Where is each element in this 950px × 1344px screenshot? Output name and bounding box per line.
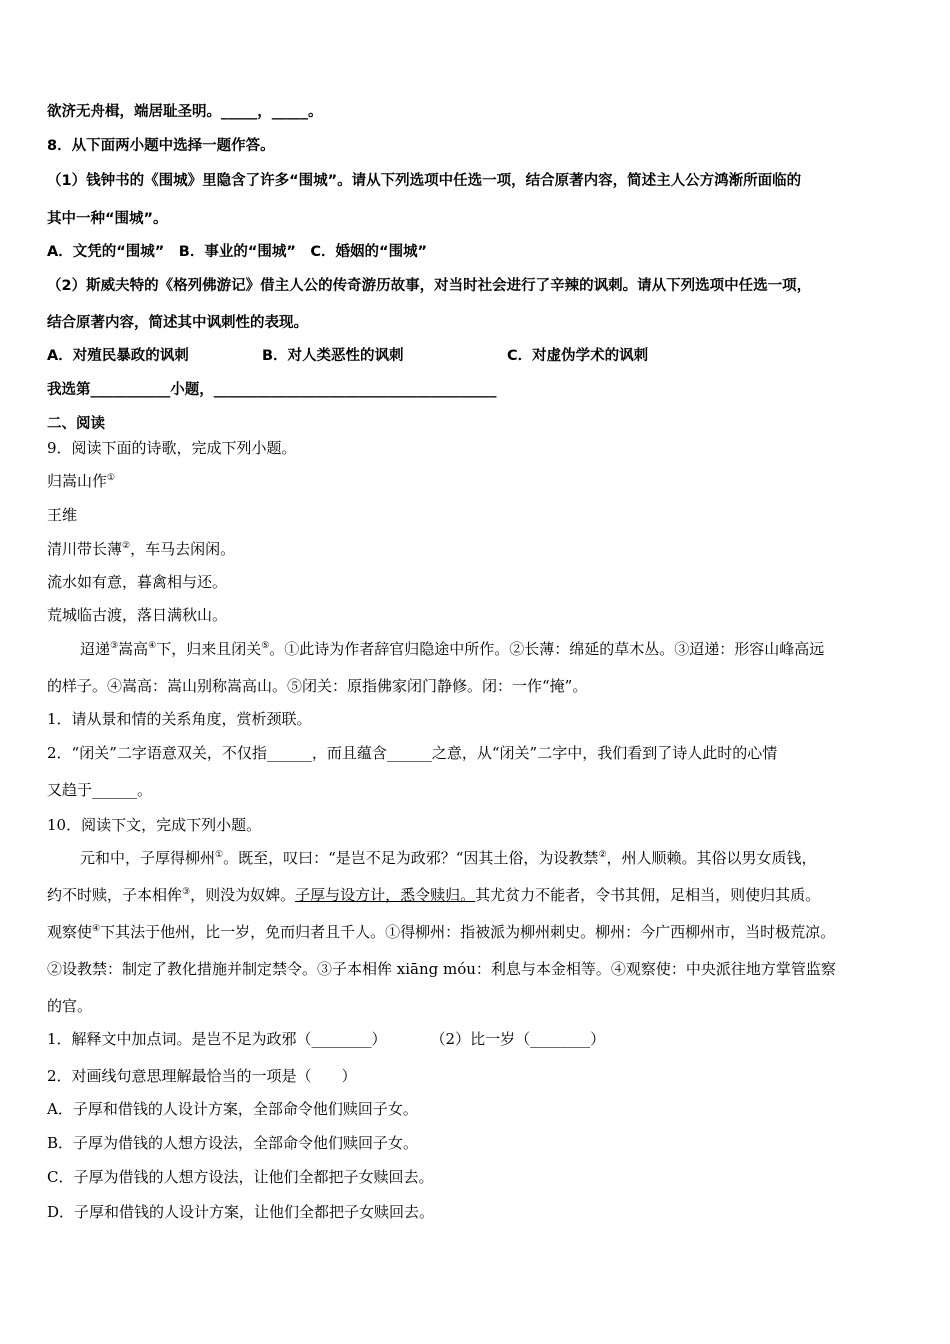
- footnote-mark: ③: [182, 887, 191, 897]
- footnote-mark: ⑤: [261, 641, 270, 651]
- question-9-2-line2: 又趋于______。: [47, 781, 153, 799]
- option-a: A．子厚和借钱的人设计方案，全部命令他们赎回子女。: [47, 1100, 418, 1118]
- passage-notes: ②设教禁：制定了教化措施并制定禁令。③子本相侔 xiāng móu：利息与本金相等。④观察使：中央派往地方掌管监察: [47, 960, 836, 978]
- question-8-1-options: A．文凭的“围城” B．事业的“围城” C．婚姻的“围城”: [47, 244, 428, 260]
- question-10-1-part1: 1．解释文中加点词。是岂不足为政邪（________）: [47, 1030, 387, 1048]
- passage-line-3: [47, 922, 835, 942]
- poem-line-4-c: 下，归来且闭关: [156, 640, 262, 658]
- question-9-1: 1．请从景和情的关系角度，赏析颈联。: [47, 710, 312, 728]
- poem-line-3: 荒城临古渡，落日满秋山。: [47, 606, 228, 624]
- poem-line-4-b: 嵩高: [118, 640, 149, 658]
- section-2-heading: 二、阅读: [47, 416, 105, 432]
- footnote-mark: ②: [598, 850, 607, 860]
- footnote-mark: ③: [110, 641, 119, 651]
- option-b: B．子厚为借钱的人想方设法，全部命令他们赎回子女。: [47, 1134, 419, 1152]
- footnote-mark: ④: [148, 641, 157, 651]
- passage-line-1: [80, 848, 817, 868]
- question-10-title: 10．阅读下文，完成下列小题。: [47, 816, 262, 834]
- passage-line-1-c: ，州人顺赖。其俗以男女质钱，: [606, 849, 817, 867]
- underlined-sentence: 子厚与设方计，悉令赎归。: [295, 886, 476, 904]
- passage-line-2-c: 其尤贫力不能者，令书其佣，足相当，则使归其质。: [475, 886, 821, 904]
- poem-line-4-with-notes: [80, 639, 824, 659]
- question-8-1-line1: （1）钱钟书的《围城》里隐含了许多“围城”。请从下列选项中任选一项，结合原著内容，简述主人公方鸿渐所面临的: [47, 173, 802, 189]
- line-poem-continuation: 欲济无舟楫，端居耻圣明。_____，_____。: [47, 104, 323, 120]
- question-9-title: 9．阅读下面的诗歌，完成下列小题。: [47, 439, 297, 457]
- question-8-2-line1: （2）斯威夫特的《格列佛游记》借主人公的传奇游历故事，对当时社会进行了辛辣的讽刺。请从下列选项中任选一项，: [47, 278, 812, 294]
- question-8-title: 8．从下面两小题中选择一题作答。: [47, 138, 275, 154]
- passage-line-2-b: ，则没为奴婢。: [190, 886, 296, 904]
- question-8-2-option-c: C．对虚伪学术的讽刺: [507, 348, 649, 364]
- poem-title: [47, 471, 115, 491]
- poem-line-4-a: 迢递: [80, 640, 111, 658]
- option-c: C．子厚为借钱的人想方设法，让他们全都把子女赎回去。: [47, 1168, 434, 1186]
- question-8-1-line2: 其中一种“围城”。: [47, 211, 168, 227]
- passage-line-3-b: 下其法于他州，比一岁，免而归者且千人。①得柳州：指被派为柳州刺史。柳州：今广西柳州市，当时极荒凉。: [100, 923, 836, 941]
- footnote-mark: ①: [107, 473, 116, 483]
- option-d: D．子厚和借钱的人设计方案，让他们全都把子女赎回去。: [47, 1203, 435, 1221]
- poem-line-4-d: 。①此诗为作者辞官归隐途中所作。②长薄：绵延的草木丛。③迢递：形容山峰高远: [269, 640, 825, 658]
- question-10-2: 2．对画线句意思理解最恰当的一项是（ ）: [47, 1067, 357, 1085]
- footnote-mark: ②: [122, 541, 131, 551]
- passage-line-2: [47, 885, 820, 905]
- question-10-1-part2: （2）比一岁（________）: [430, 1030, 606, 1048]
- question-8-2-line2: 结合原著内容，简述其中讽刺性的表现。: [47, 315, 308, 331]
- passage-notes-end: 的官。: [47, 997, 93, 1015]
- poem-line-1-b: ，车马去闲闲。: [130, 540, 236, 558]
- passage-line-1-b: 。既至，叹曰：“是岂不足为政邪？“因其土俗，为设教禁: [223, 849, 599, 867]
- poem-title-text: 归嵩山作: [47, 472, 108, 490]
- poem-line-1: [47, 539, 235, 559]
- question-9-2-line1: 2．“闭关”二字语意双关，不仅指______，而且蕴含______之意，从“闭关”二字中，我们看到了诗人此时的心情: [47, 744, 778, 762]
- question-8-2-option-a: A．对殖民暴政的讽刺: [47, 348, 189, 364]
- poem-line-1-a: 清川带长薄: [47, 540, 123, 558]
- footnote-mark: ④: [92, 924, 101, 934]
- question-10-1: [47, 1029, 605, 1049]
- question-8-2-option-b: B．对人类恶性的讽刺: [262, 348, 404, 364]
- passage-line-2-a: 约不时赎，子本相侔: [47, 886, 183, 904]
- poem-line-2: 流水如有意，暮禽相与还。: [47, 573, 228, 591]
- passage-line-3-a: 观察使: [47, 923, 93, 941]
- passage-line-1-a: 元和中，子厚得柳州: [80, 849, 216, 867]
- question-8-choose-line: 我选第___________小题，_______________________________________: [47, 382, 497, 398]
- poem-notes-continued: 的样子。④嵩高：嵩山别称嵩高山。⑤闭关：原指佛家闭门静修。闭：一作“掩”。: [47, 677, 588, 695]
- footnote-mark: ①: [215, 850, 224, 860]
- poem-author: 王维: [47, 506, 78, 524]
